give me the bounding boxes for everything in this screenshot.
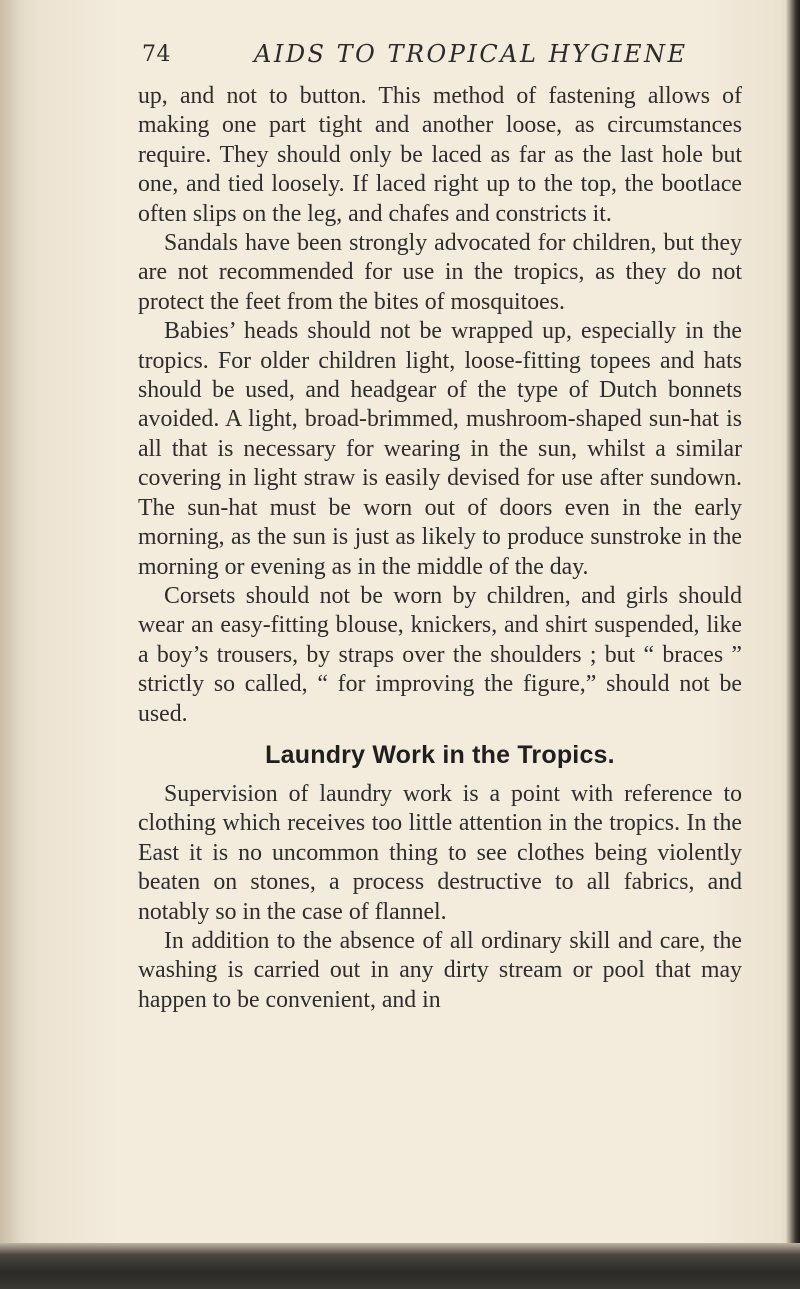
page-header: [128, 36, 708, 76]
running-title: AIDS TO TROPICAL HYGIENE: [254, 40, 688, 68]
paragraph-sandals: Sandals have been strongly advocated for children, but they are not recommended for use in the tropics, as they do not protect the feet from the bites of mosquitoes.: [138, 230, 742, 315]
paragraph-corsets: Corsets should not be worn by children, and girls should wear an easy-fitting blouse, knickers, and shirt suspended, like a boy’s trousers, by straps over the shoulders ; but “ braces ” strictly so called, “ for improving the figure,” should not be used.: [138, 582, 742, 727]
paragraph-headgear: Babies’ heads should not be wrapped up, especially in the tropics. For older children light, loose-fitting topees and hats should be used, and headgear of the type of Dutch bonnets avoided. A light, broad-brimmed, mushroom-shaped sun-hat is all that is necessary for wearing in the sun, whilst a similar covering in light straw is easily devised for use after sundown. The sun-hat must be worn out of doors even in the early morning, as the sun is just as likely to produce sunstroke in the morning or evening as in the middle of the day.: [138, 318, 742, 580]
section-heading: Laundry Work in the Tropics.: [265, 740, 615, 769]
page-edge-shadow: [786, 0, 800, 1289]
paragraph-continuation: up, and not to button. This method of fastening allows of making one part tight and another loose, as circumstances require. They should only be laced as far as the last hole but one, and tied loosely. If laced right up to the top, the bootlace often slips on the leg, and chafes and constricts it.: [138, 83, 742, 227]
paragraph-laundry-supervision: Supervision of laundry work is a point with reference to clothing which receives too little attention in the tropics. In the East it is no uncommon thing to see clothes being violently beaten on stones, a process destructive to all fabrics, and notably so in the case of flannel.: [138, 780, 742, 925]
paragraph-laundry-washing: In addition to the absence of all ordinary skill and care, the washing is carried out in any dirty stream or pool that may happen to be convenient, and in: [138, 927, 742, 1013]
page-number: 74: [142, 42, 171, 67]
page-bottom-edge: [0, 1243, 800, 1289]
page-gutter-shadow: [0, 0, 22, 1289]
body-text: [138, 82, 742, 1015]
